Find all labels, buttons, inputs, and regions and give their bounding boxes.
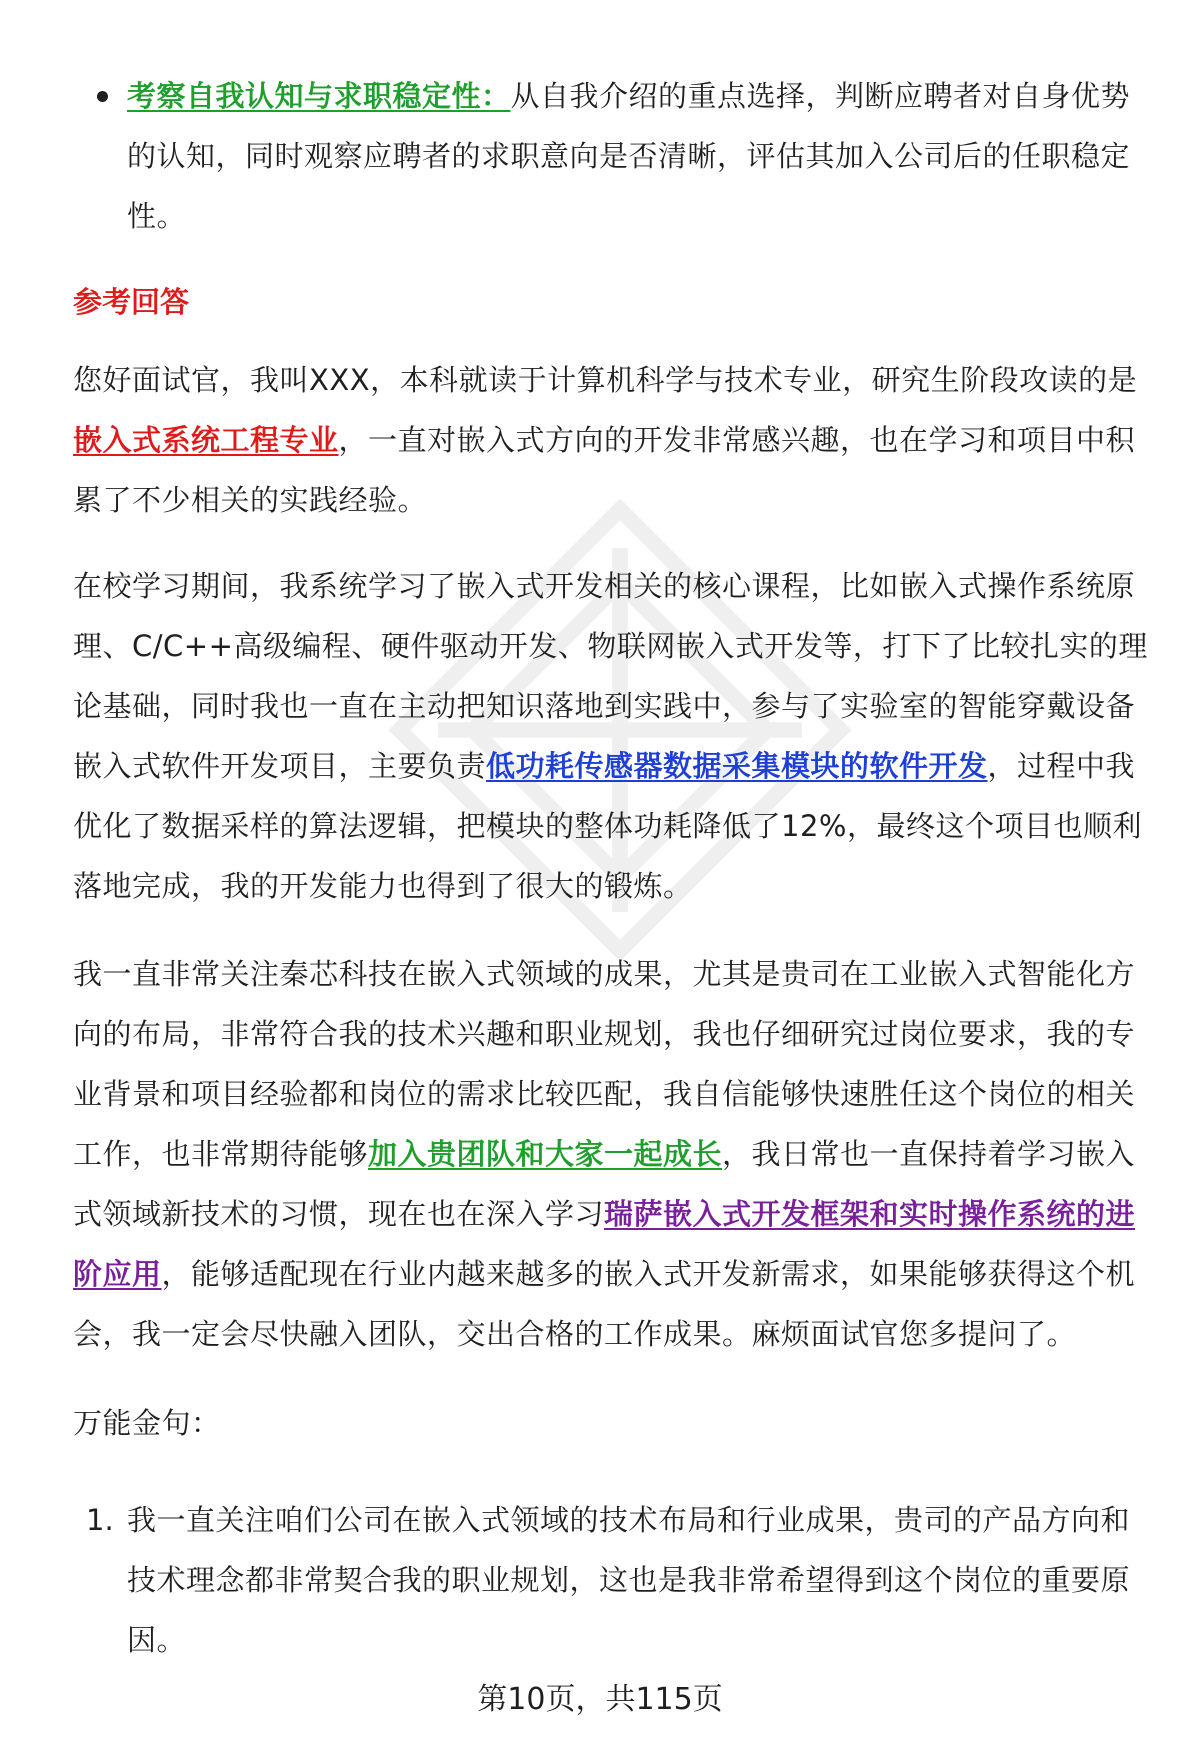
highlight-framework: 瑞萨嵌入式开发框架和实时操作系统的进阶应用 — [73, 1197, 1136, 1291]
highlight-project: 低功耗传感器数据采集模块的软件开发 — [486, 749, 988, 783]
paragraph-text: 我一直非常关注秦芯科技在嵌入式领域的成果，尤其是贵司在工业嵌入式智能化方向的布局，非常符合我的技术兴趣和职业规划，我也仔细研究过岗位要求，我的专业背景和项目经验都和岗位的需求比较匹配，我自信能够快速胜任这个岗位的相关工作，也非常期待能够 — [73, 957, 1136, 1171]
paragraph-text: ，我日常也一直保持着学习嵌入式领域新技术的习惯，现在也在深入学习 — [73, 1137, 1136, 1231]
section-heading: 参考回答 — [73, 285, 190, 319]
bullet-item-label: 考察自我认知与求职稳定性： — [127, 79, 511, 113]
list-number: 1. — [86, 1503, 114, 1537]
bullet-icon — [97, 91, 108, 102]
list-item: 我一直关注咱们公司在嵌入式领域的技术布局和行业成果，贵司的产品方向和技术理念都非常契合我的职业规划，这也是我非常希望得到这个岗位的重要原因。 — [127, 1503, 1131, 1657]
highlight-major: 嵌入式系统工程专业 — [73, 423, 339, 457]
paragraph-text: 在校学习期间，我系统学习了嵌入式开发相关的核心课程，比如嵌入式操作系统原理、C/C++高级编程、硬件驱动开发、物联网嵌入式开发等，打下了比较扎实的理论基础，同时我也一直在主动把知识落地到实践中，参与了实验室的智能穿戴设备嵌入式软件开发项目，主要负责 — [73, 569, 1148, 783]
bullet-item-text: 从自我介绍的重点选择，判断应聘者对自身优势的认知，同时观察应聘者的求职意向是否清晰，评估其加入公司后的任职稳定性。 — [127, 79, 1131, 233]
highlight-team: 加入贵团队和大家一起成长 — [368, 1137, 723, 1171]
paragraph-intro — [73, 350, 1153, 530]
page-number-footer: 第10页，共115页 — [477, 1682, 723, 1717]
golden-phrases-label: 万能金句： — [73, 1406, 221, 1440]
paragraph-text: ，能够适配现在行业内越来越多的嵌入式开发新需求，如果能够获得这个机会，我一定会尽快融入团队，交出合格的工作成果。麻烦面试官您多提问了。 — [73, 1257, 1136, 1351]
paragraph-text: ，过程中我优化了数据采样的算法逻辑，把模块的整体功耗降低了12%，最终这个项目也顺利落地完成，我的开发能力也得到了很大的锻炼。 — [73, 749, 1142, 903]
paragraph-motivation — [73, 944, 1153, 1364]
bullet-item — [127, 66, 1153, 246]
paragraph-text: 您好面试官，我叫XXX，本科就读于计算机科学与技术专业，研究生阶段攻读的是 — [73, 363, 1138, 397]
paragraph-study — [73, 556, 1153, 916]
paragraph-text: ，一直对嵌入式方向的开发非常感兴趣，也在学习和项目中积累了不少相关的实践经验。 — [73, 423, 1136, 517]
